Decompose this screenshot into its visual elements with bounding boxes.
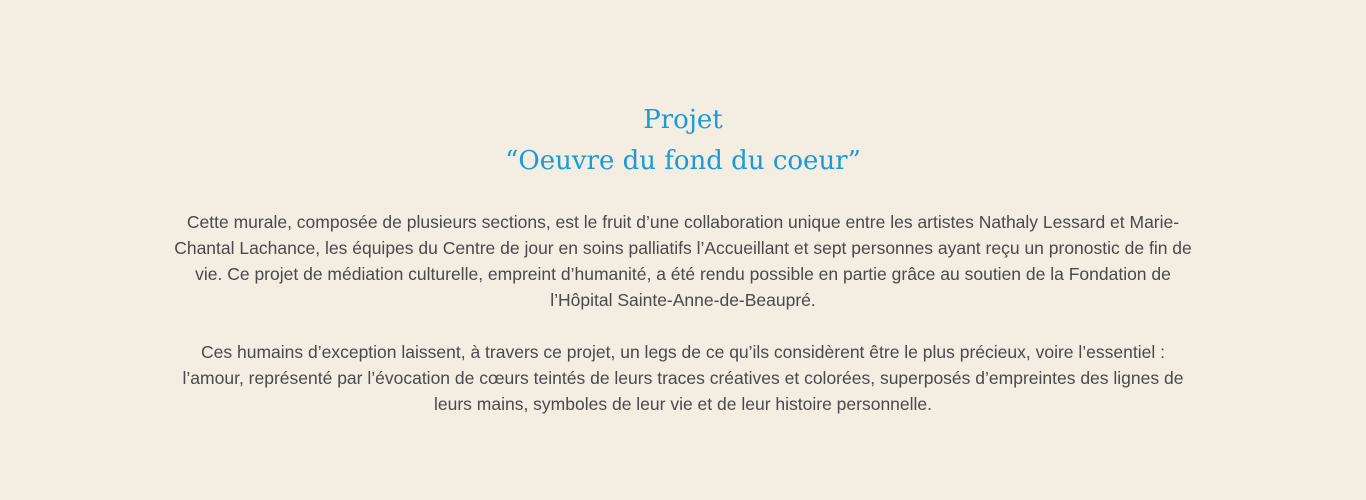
- title-line-2: “Oeuvre du fond du coeur”: [505, 146, 861, 176]
- project-title: [0, 100, 1366, 182]
- title-line-1: Projet: [643, 105, 723, 135]
- description-paragraph-2: Ces humains d’exception laissent, à travers ce projet, un legs de ce qu’ils considèrent être le plus précieux, voire l’essentiel : l’amour, représenté par l’évocation de cœurs teintés de leurs traces créatives et colorées, superposés d’empreintes des lignes de leurs mains, symboles de leur vie et de leur histoire personnelle.: [182, 342, 1184, 414]
- description-paragraph-1: Cette murale, composée de plusieurs sections, est le fruit d’une collaboration unique entre les artistes Nathaly Lessard et Marie-Chantal Lachance, les équipes du Centre de jour en soins palliatifs l’Accueillant et sept personnes ayant reçu un pronostic de fin de vie. Ce projet de médiation culturelle, empreint d’humanité, a été rendu possible en partie grâce au soutien de la Fondation de l’Hôpital Sainte-Anne-de-Beaupré.: [174, 212, 1192, 310]
